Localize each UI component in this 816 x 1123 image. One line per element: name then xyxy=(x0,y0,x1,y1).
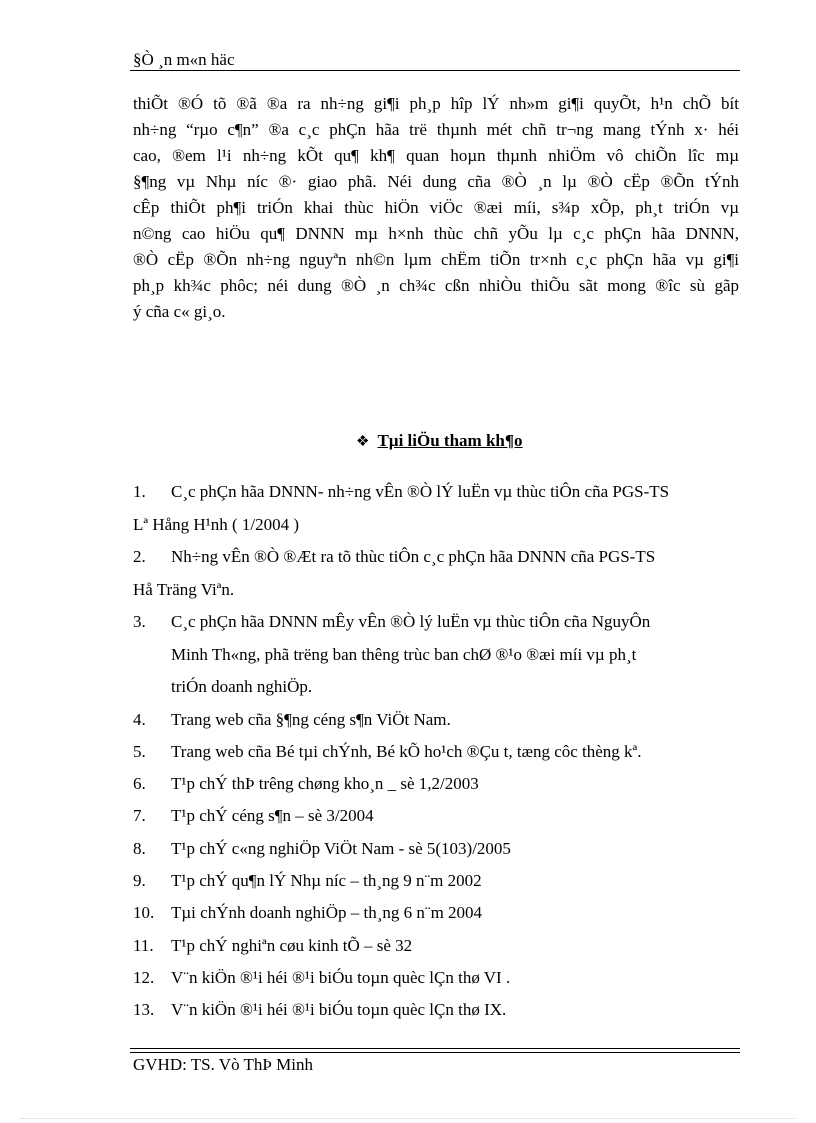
reference-text: C¸c phÇn hãa DNNN- nh÷ng vÊn ®Ò lÝ luËn vµ thùc tiÔn cña PGS-TS xyxy=(171,482,670,501)
reference-item xyxy=(133,606,650,704)
intro-line: thiÕt ®Ó tõ ®ã ®a ra nh÷ng gi¶i ph¸p hîp lÝ nh»m gi¶i quyÕt, h¹n chÕ bít xyxy=(133,94,739,113)
reference-text: C¸c phÇn hãa DNNN mÊy vÊn ®Ò lý luËn vµ thùc tiÔn cña NguyÔn xyxy=(171,612,651,631)
intro-line: n©ng cao hiÖu qu¶ DNNN mµ h×nh thùc chñ yÕu lµ c¸c phÇn hãa DNNN, xyxy=(133,224,739,243)
reference-text: Lª Hång H¹nh ( 1/2004 ) xyxy=(133,514,300,534)
header-divider xyxy=(130,70,740,71)
intro-line: ph¸p kh¾c phôc; néi dung ®Ò ¸n ch¾c cßn nhiÒu thiÕu sãt mong ®îc sù gãp xyxy=(133,276,739,295)
reference-text: T¹p chÝ thÞ trêng chøng kho¸n _ sè 1,2/2003 xyxy=(171,774,479,794)
reference-item xyxy=(133,962,510,994)
reference-item xyxy=(133,930,412,962)
reference-text: T¹p chÝ qu¶n lÝ Nhµ níc – th¸ng 9 n¨m 2002 xyxy=(171,871,482,890)
reference-item xyxy=(133,897,482,929)
reference-number: 10. xyxy=(133,903,155,923)
reference-item xyxy=(133,476,669,541)
reference-item xyxy=(133,541,655,606)
reference-text: V¨n kiÖn ®¹i héi ®¹i biÓu toµn quèc lÇn thø IX. xyxy=(171,1000,507,1020)
intro-paragraph xyxy=(133,91,739,325)
reference-text: triÓn doanh nghiÖp. xyxy=(171,677,313,696)
intro-line: ý cña c« gi¸o. xyxy=(133,302,226,321)
intro-line: §¶ng vµ Nhµ níc ®· giao phã. Néi dung cña ®Ò ¸n lµ ®Ò cËp ®Õn tÝnh xyxy=(133,172,739,191)
footer-divider xyxy=(130,1052,740,1053)
reference-item xyxy=(133,994,506,1026)
intro-line: ®Ò cËp ®Õn nh÷ng nguyªn nh©n lµm chËm tiÕn tr×nh c¸c phÇn hãa vµ gi¶i xyxy=(133,250,739,269)
reference-text: V¨n kiÖn ®¹i héi ®¹i biÓu toµn quèc lÇn thø VI . xyxy=(171,967,511,987)
reference-number: 8. xyxy=(133,838,146,858)
diamond-bullet-icon: ❖ xyxy=(356,434,370,450)
reference-item xyxy=(133,704,451,736)
page-footer-instructor: GVHD: TS. Vò ThÞ Minh xyxy=(133,1055,313,1074)
reference-number: 7. xyxy=(133,806,146,826)
reference-item xyxy=(133,800,374,832)
reference-text: Trang web cña Bé tµi chÝnh, Bé kÕ ho¹ch ®Çu t, tæng côc thèng kª. xyxy=(171,741,642,761)
reference-text: Tµi chÝnh doanh nghiÖp – th¸ng 6 n¨m 2004 xyxy=(171,903,483,923)
references-title: Tµi liÖu tham kh¶o xyxy=(377,431,523,450)
intro-line: cÊp thiÕt ph¶i triÓn khai thùc hiÖn viÖc ®æi míi, s¾p xÕp, ph¸t triÓn vµ xyxy=(133,198,739,217)
reference-text: T¹p chÝ c«ng nghiÖp ViÖt Nam - sè 5(103)/2005 xyxy=(171,838,511,858)
reference-number: 4. xyxy=(133,709,146,729)
reference-item xyxy=(133,833,511,865)
reference-text: Hå Träng Viªn. xyxy=(133,579,235,599)
reference-number: 1. xyxy=(133,482,146,501)
footer-divider xyxy=(130,1048,740,1049)
reference-item xyxy=(133,736,642,768)
reference-text: Trang web cña §¶ng céng s¶n ViÖt Nam. xyxy=(171,709,451,729)
reference-number: 3. xyxy=(133,612,146,631)
intro-line: nh÷ng “rµo c¶n” ®a c¸c phÇn hãa trë thµnh mét chñ tr¬ng mang tÝnh x· héi xyxy=(133,120,739,139)
reference-number: 2. xyxy=(133,547,146,566)
references-heading xyxy=(356,430,523,453)
reference-number: 9. xyxy=(133,871,146,890)
reference-item xyxy=(133,865,482,897)
reference-number: 6. xyxy=(133,774,146,794)
reference-text: Minh Th«ng, phã trëng ban thêng trùc ban chØ ®¹o ®æi míi vµ ph¸t xyxy=(171,644,637,664)
reference-text: T¹p chÝ céng s¶n – sè 3/2004 xyxy=(171,806,374,826)
page-bottom-edge xyxy=(20,1118,796,1119)
reference-number: 12. xyxy=(133,967,155,987)
reference-text: Nh÷ng vÊn ®Ò ®Æt ra tõ thùc tiÔn c¸c phÇn hãa DNNN cña PGS-TS xyxy=(171,547,656,566)
reference-number: 13. xyxy=(133,1000,155,1020)
reference-number: 5. xyxy=(133,741,146,761)
page-header-title: §Ò ¸n m«n häc xyxy=(133,50,235,69)
intro-line: cao, ®em l¹i nh÷ng kÕt qu¶ kh¶ quan hoµn thµnh nhiÖm vô chiÕn lîc mµ xyxy=(133,146,739,165)
reference-number: 11. xyxy=(133,935,154,955)
reference-item xyxy=(133,768,479,800)
reference-text: T¹p chÝ nghiªn cøu kinh tÕ – sè 32 xyxy=(171,935,413,955)
